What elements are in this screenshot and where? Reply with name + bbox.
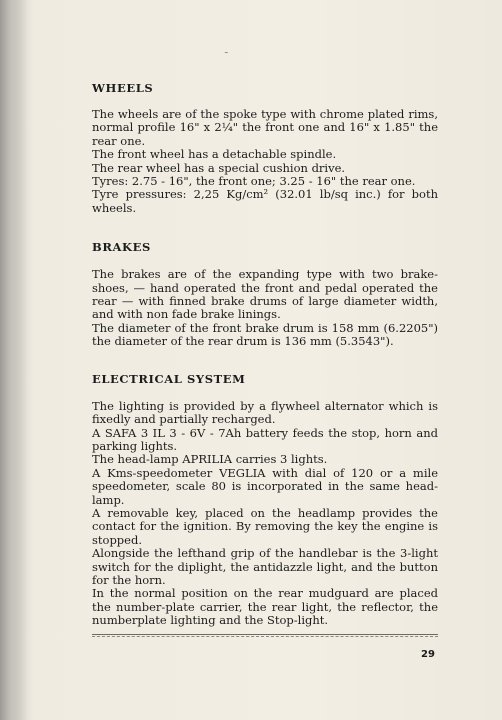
paragraph: Tyres: 2.75 - 16", the front one; 3.25 - 16" the rear one. xyxy=(92,174,416,189)
paragraph: The diameter of the front brake drum is 158 mm (6.2205") the diameter of the rear drum is 136 mm (5.3543"). xyxy=(92,320,438,349)
paragraph: The brakes are of the expanding type with two brake-shoes, — hand operated the front and pedal operated the rear — with finned brake drums of large diameter width, and with non fade brake linings. xyxy=(92,267,438,322)
paragraph: The front wheel has a detachable spindle. xyxy=(92,147,337,162)
footer-rule-dashed xyxy=(92,636,438,637)
footer-rule xyxy=(92,634,438,635)
paragraph: A removable key, placed on the headlamp provides the contact for the ignition. By removing the key the engine is stopped. xyxy=(92,505,438,547)
paragraph: In the normal position on the rear mudguard are placed the number-plate carrier, the rear light, the reflector, the numberplate lighting and the Stop-light. xyxy=(92,586,438,628)
paragraph: Alongside the lefthand grip of the handlebar is the 3-light switch for the diplight, the antidazzle light, and the button for the horn. xyxy=(92,546,438,587)
section-brakes xyxy=(92,240,438,348)
section-heading: ELECTRICAL SYSTEM xyxy=(92,371,246,386)
page-number: 29 xyxy=(421,649,435,660)
paragraph: The rear wheel has a special cushion drive. xyxy=(92,160,346,175)
paragraph: The head-lamp APRILIA carries 3 lights. xyxy=(92,452,328,467)
paragraph: A Kms-speedometer VEGLIA with dial of 120 or a mile speedometer, scale 80 is incorporated in the same head-lamp. xyxy=(92,465,438,507)
page-content xyxy=(92,70,438,628)
paragraph: The lighting is provided by a flywheel alternator which is fixedly and partially recharged. xyxy=(92,398,438,427)
section-heading: WHEELS xyxy=(92,81,154,95)
paragraph: A SAFA 3 IL 3 - 6V - 7Ah battery feeds the stop, horn and parking lights. xyxy=(92,425,438,453)
section-heading: BRAKES xyxy=(92,240,151,255)
section-wheels xyxy=(92,81,438,215)
paragraph: Tyre pressures: 2,25 Kg/cm² (32.01 lb/sq inc.) for both wheels. xyxy=(92,187,438,215)
paragraph: The wheels are of the spoke type with chrome plated rims, normal profile 16" x 2¼" the front one and 16" x 1.85" the rear one. xyxy=(92,107,438,148)
ink-speck: ˜ xyxy=(224,52,229,62)
section-electrical-system xyxy=(92,372,438,628)
binding-gutter xyxy=(0,0,28,720)
